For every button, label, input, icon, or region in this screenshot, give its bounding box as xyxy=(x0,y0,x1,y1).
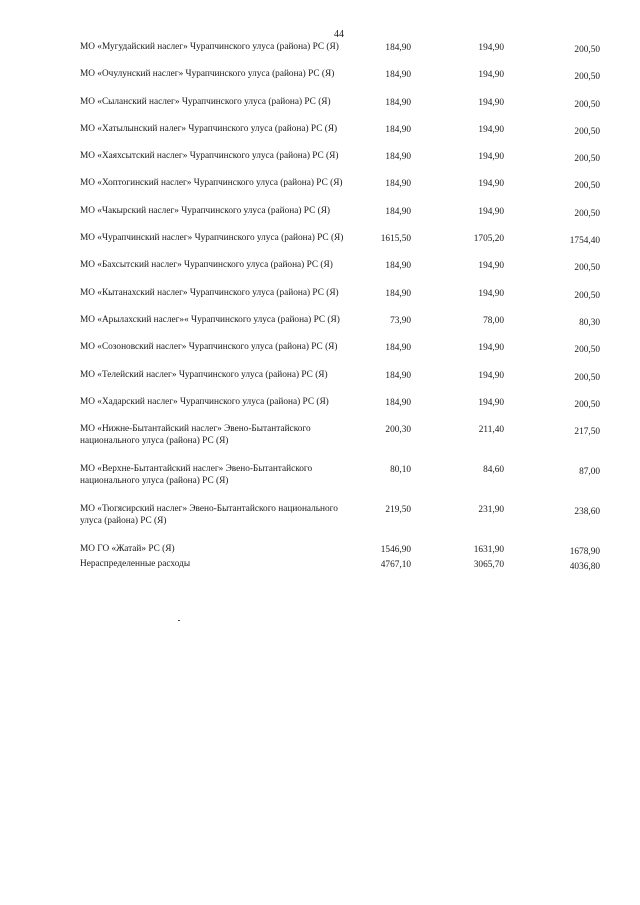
municipality-name: МО «Кытанахский наслег» Чурапчинского улуса (района) РС (Я) xyxy=(80,287,339,298)
municipality-name: МО «Хоптогинский наслег» Чурапчинского улуса (района) РС (Я) xyxy=(80,178,343,189)
municipality-name: МО «Хадарский наслег» Чурапчинского улуса (района) РС (Я) xyxy=(80,396,329,407)
value-year-2: 194,90 xyxy=(478,70,504,81)
value-year-3: 200,50 xyxy=(574,208,600,219)
municipality-name: МО «Чакырский наслег» Чурапчинского улуса (района) РС (Я) xyxy=(80,205,330,216)
value-year-1: 80,10 xyxy=(390,465,411,476)
municipality-name: МО «Сыланский наслег» Чурапчинского улуса (района) РС (Я) xyxy=(80,96,331,107)
scan-speck xyxy=(178,620,180,621)
value-year-3: 200,50 xyxy=(574,72,600,83)
value-year-2: 84,60 xyxy=(483,465,504,476)
table-row xyxy=(80,260,600,287)
table-row xyxy=(80,151,600,178)
table-row xyxy=(80,69,600,96)
value-year-2: 231,90 xyxy=(478,505,504,516)
table-row xyxy=(80,504,600,544)
value-year-3: 200,50 xyxy=(574,290,600,301)
value-year-2: 194,90 xyxy=(478,261,504,272)
value-year-2: 3065,70 xyxy=(473,559,504,570)
municipality-name: МО «Очулунский наслег» Чурапчинского улуса (района) РС (Я) xyxy=(80,69,335,80)
value-year-1: 4767,10 xyxy=(380,559,411,570)
value-year-1: 184,90 xyxy=(385,261,411,272)
value-year-3: 217,50 xyxy=(574,427,600,438)
value-year-3: 200,50 xyxy=(574,263,600,274)
value-year-3: 238,60 xyxy=(574,507,600,518)
municipality-name: МО «Чурапчинский наслег» Чурапчинского улуса (района) РС (Я) xyxy=(80,233,344,244)
value-year-2: 194,90 xyxy=(478,124,504,135)
value-year-1: 184,90 xyxy=(385,206,411,217)
value-year-3: 200,50 xyxy=(574,154,600,165)
municipality-name: МО «Арылахский наслег»« Чурапчинского улуса (района) РС (Я) xyxy=(80,314,340,325)
table-row xyxy=(80,206,600,233)
value-year-1: 184,90 xyxy=(385,343,411,354)
value-year-2: 194,90 xyxy=(478,152,504,163)
value-year-2: 194,90 xyxy=(478,370,504,381)
value-year-1: 184,90 xyxy=(385,288,411,299)
table-row xyxy=(80,288,600,315)
value-year-1: 184,90 xyxy=(385,152,411,163)
table-row xyxy=(80,124,600,151)
value-year-1: 219,50 xyxy=(385,505,411,516)
page-number: 44 xyxy=(334,29,344,40)
value-year-1: 184,90 xyxy=(385,370,411,381)
table-row xyxy=(80,233,600,260)
value-year-2: 194,90 xyxy=(478,288,504,299)
value-year-2: 1705,20 xyxy=(473,234,504,245)
value-year-3: 200,50 xyxy=(574,45,600,55)
value-year-1: 200,30 xyxy=(385,425,411,436)
municipality-name: МО «Телейский наслег» Чурапчинского улуса (района) РС (Я) xyxy=(80,369,328,380)
value-year-3: 200,50 xyxy=(574,372,600,383)
value-year-1: 73,90 xyxy=(390,315,411,326)
value-year-1: 184,90 xyxy=(385,70,411,81)
municipality-name: МО «Верхне-Бытантайский наслег» Эвено-Бытантайского национального улуса (района) РС (Я) xyxy=(80,464,313,486)
value-year-1: 184,90 xyxy=(385,124,411,135)
table-row xyxy=(80,424,600,464)
value-year-1: 184,90 xyxy=(385,179,411,190)
value-year-3: 1678,90 xyxy=(569,547,600,558)
table-row xyxy=(80,397,600,424)
value-year-3: 200,50 xyxy=(574,181,600,192)
value-year-1: 184,90 xyxy=(385,97,411,108)
value-year-1: 1615,50 xyxy=(380,234,411,245)
municipality-name: МО «Тюгясирский наслег» Эвено-Бытантайского национального улуса (района) РС (Я) xyxy=(80,504,338,526)
municipality-name: МО «Созоновский наслег» Чурапчинского улуса (района) РС (Я) xyxy=(80,342,338,353)
value-year-2: 194,90 xyxy=(478,206,504,217)
value-year-2: 78,00 xyxy=(483,315,504,326)
table-row xyxy=(80,178,600,205)
table-row xyxy=(80,544,600,559)
municipality-name: МО «Мугудайский наслег» Чурапчинского улуса (района) РС (Я) xyxy=(80,42,339,52)
municipality-name: МО «Бахсытский наслег» Чурапчинского улуса (района) РС (Я) xyxy=(80,260,333,271)
value-year-3: 80,30 xyxy=(579,317,600,328)
table-row xyxy=(80,370,600,397)
value-year-2: 194,90 xyxy=(478,397,504,408)
value-year-2: 211,40 xyxy=(478,425,504,436)
table-row xyxy=(80,315,600,342)
table-row xyxy=(80,559,600,574)
value-year-3: 4036,80 xyxy=(569,561,600,572)
table-row xyxy=(80,464,600,504)
table-row xyxy=(80,42,600,69)
value-year-1: 1546,90 xyxy=(380,545,411,556)
value-year-3: 87,00 xyxy=(579,467,600,478)
value-year-2: 194,90 xyxy=(478,179,504,190)
budget-allocation-table xyxy=(80,42,600,573)
value-year-2: 194,90 xyxy=(478,43,504,53)
value-year-3: 200,50 xyxy=(574,399,600,410)
value-year-3: 200,50 xyxy=(574,345,600,356)
value-year-1: 184,90 xyxy=(385,43,411,53)
value-year-3: 1754,40 xyxy=(569,236,600,247)
municipality-name: МО ГО «Жатай» РС (Я) xyxy=(80,544,175,555)
table-row xyxy=(80,97,600,124)
value-year-1: 184,90 xyxy=(385,397,411,408)
value-year-3: 200,50 xyxy=(574,126,600,137)
value-year-2: 194,90 xyxy=(478,343,504,354)
value-year-3: 200,50 xyxy=(574,99,600,110)
municipality-name: МО «Хаяхсытский наслег» Чурапчинского улуса (района) РС (Я) xyxy=(80,151,339,162)
table-row xyxy=(80,342,600,369)
value-year-2: 1631,90 xyxy=(473,545,504,556)
municipality-name: МО «Хатылынский налег» Чурапчинского улуса (района) РС (Я) xyxy=(80,123,338,134)
expense-name: Нераспределенные расходы xyxy=(80,558,191,569)
municipality-name: МО «Нижне-Бытантайский наслег» Эвено-Бытантайского национального улуса (района) РС (Я) xyxy=(80,424,311,446)
value-year-2: 194,90 xyxy=(478,97,504,108)
